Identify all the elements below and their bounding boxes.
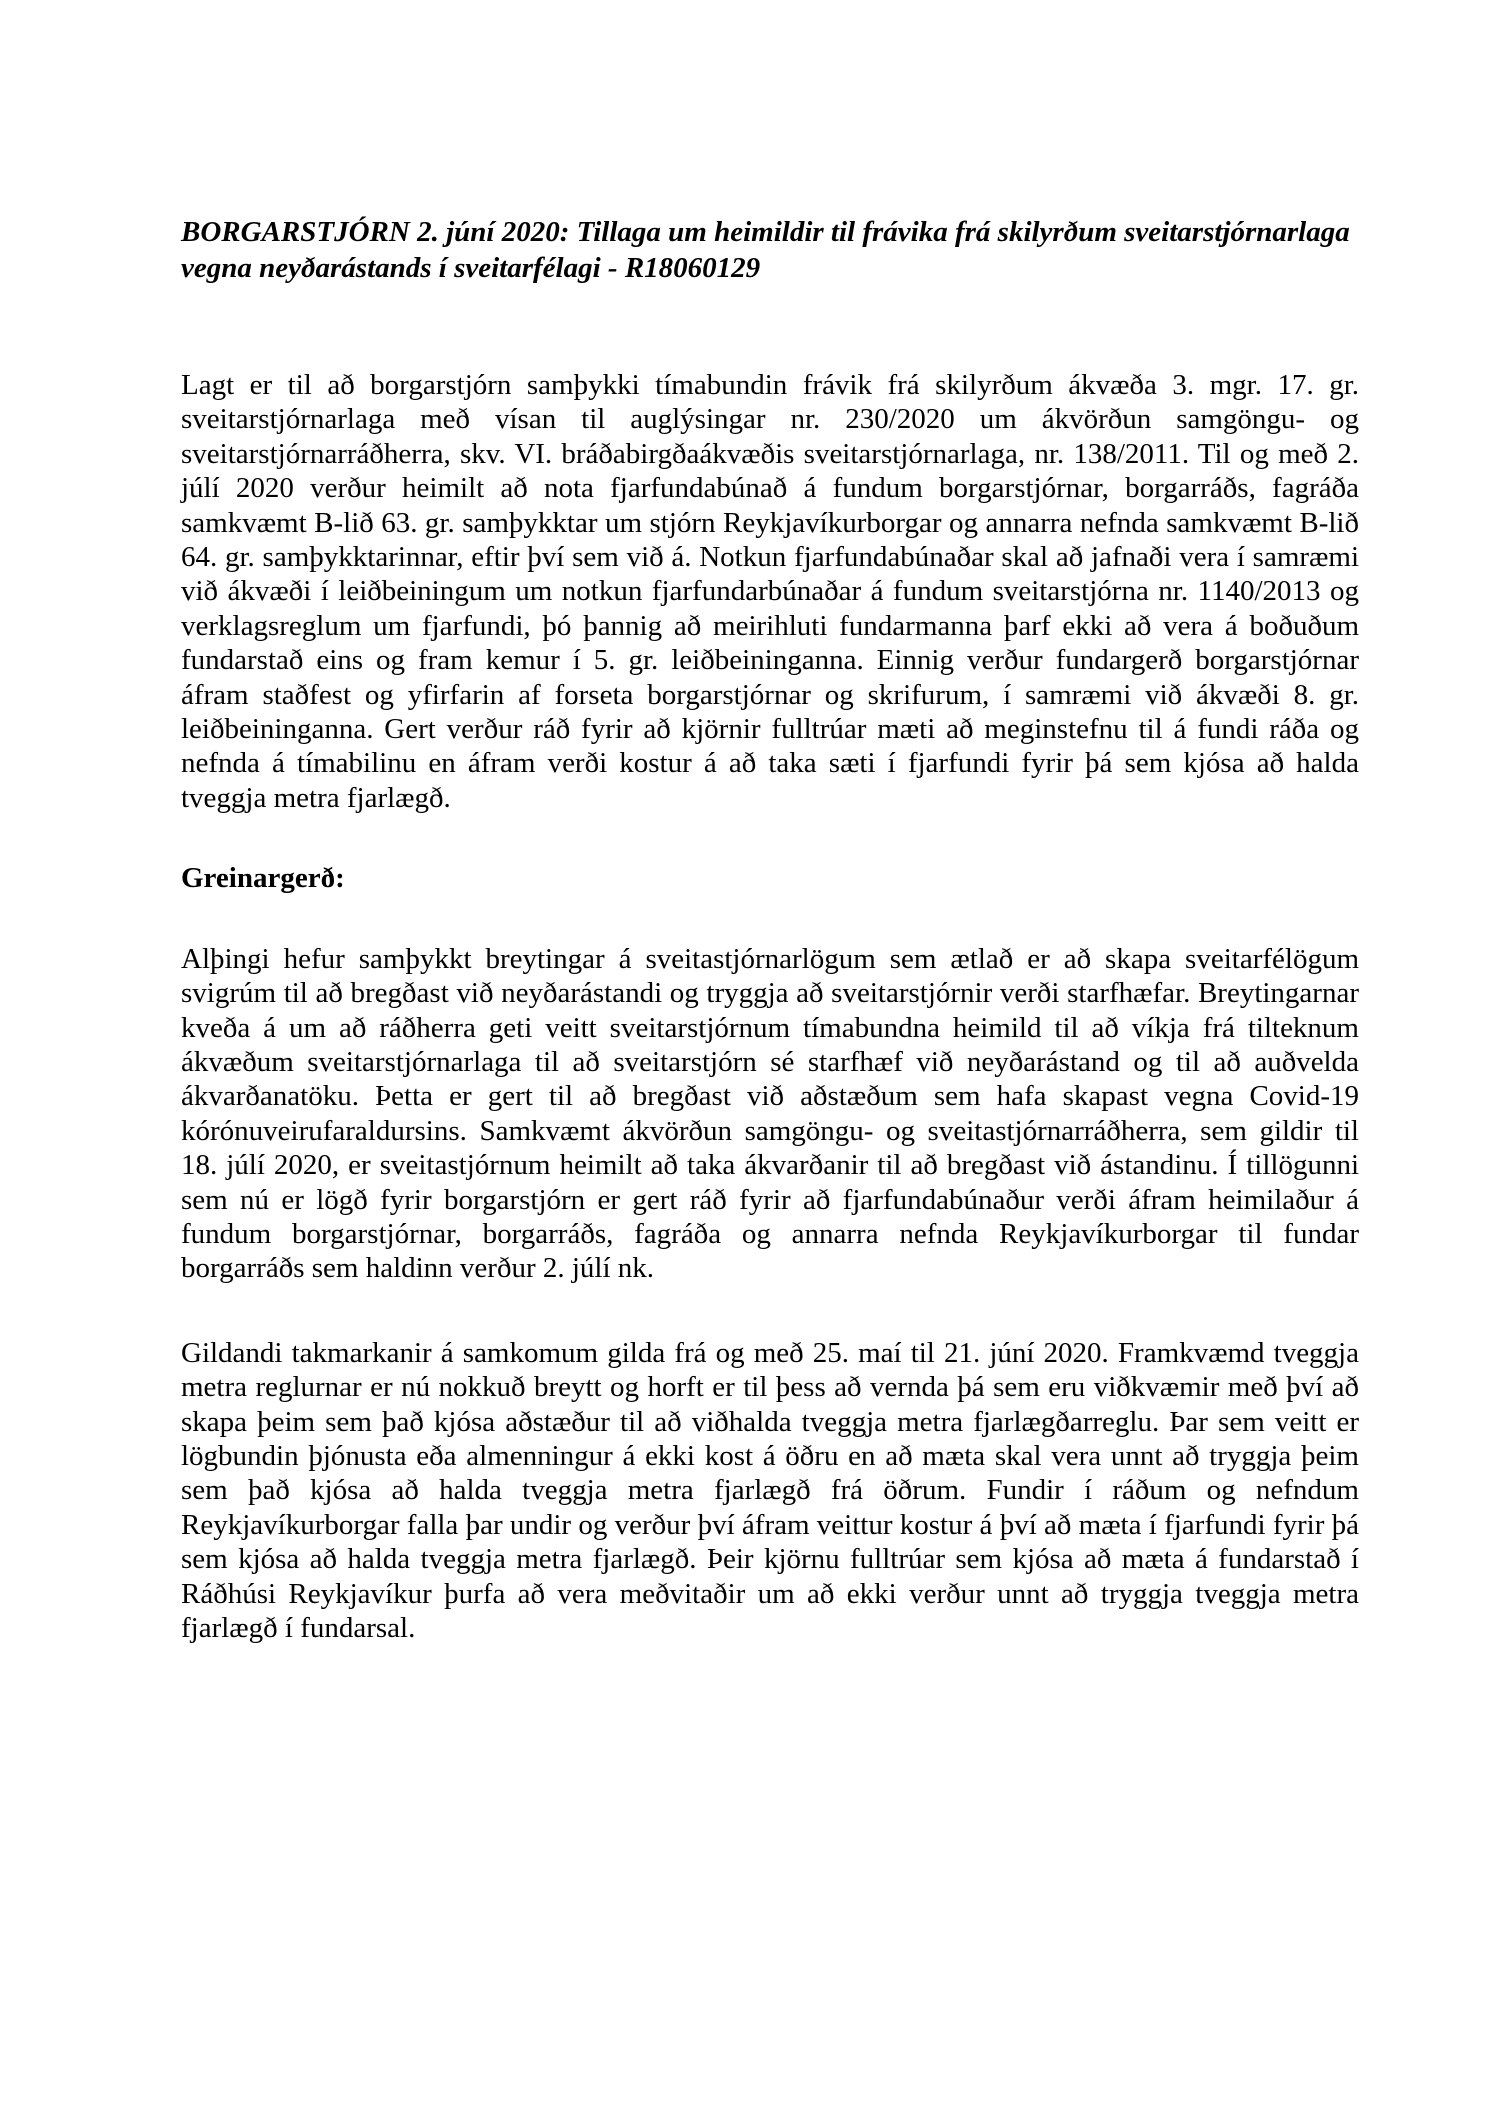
explanation-paragraph-2: Gildandi takmarkanir á samkomum gilda frá og með 25. maí til 21. júní 2020. Framkvæmd tveggja metra reglurnar er nú nokkuð breytt og horft er til þess að vernda þá sem eru viðkvæmir með því að skapa þeim sem það kjósa aðstæður til að viðhalda tveggja metra fjarlægðarreglu. Þar sem veitt er lögbundin þjónusta eða almenningur á ekki kost á öðru en að mæta skal vera unnt að tryggja þeim sem það kjósa að halda tveggja metra fjarlægð frá öðrum. Fundir í ráðum og nefndum Reykjavíkurborgar falla þar undir og verður því áfram veittur kostur á því að mæta í fjarfundi fyrir þá sem kjósa að halda tveggja metra fjarlægð. Þeir kjörnu fulltrúar sem kjósa að mæta á fundarstað í Ráðhúsi Reykjavíkur þurfa að vera meðvitaðir um að ekki verður unnt að tryggja tveggja metra fjarlægð í fundarsal. [181, 1336, 1359, 1644]
explanation-paragraph-1: Alþingi hefur samþykkt breytingar á sveitastjórnarlögum sem ætlað er að skapa sveitarfélögum svigrúm til að bregðast við neyðarástandi og tryggja að sveitarstjórnir verði starfhæfar. Breytingarnar kveða á um að ráðherra geti veitt sveitarstjórnum tímabundna heimild til að víkja frá tilteknum ákvæðum sveitarstjórnarlaga til að sveitarstjórn sé starfhæf við neyðarástand og til að auðvelda ákvarðanatöku. Þetta er gert til að bregðast við aðstæðum sem hafa skapast vegna Covid-19 kórónuveirufaraldursins. Samkvæmt ákvörðun samgöngu- og sveitastjórnarráðherra, sem gildir til 18. júlí 2020, er sveitastjórnum heimilt að taka ákvarðanir til að bregðast við ástandinu. Í tillögunni sem nú er lögð fyrir borgarstjórn er gert ráð fyrir að fjarfundabúnaður verði áfram heimilaður á fundum borgarstjórnar, borgarráðs, fagráða og annarra nefnda Reykjavíkurborgar til fundar borgarráðs sem haldinn verður 2. júlí nk. [181, 942, 1359, 1285]
document-title: BORGARSTJÓRN 2. júní 2020: Tillaga um heimildir til frávika frá skilyrðum sveitarstjórnarlaga vegna neyðarástands í sveitarfélagi - R18060129 [181, 216, 1350, 284]
document-body [181, 214, 1359, 1645]
section-heading: Greinargerð: [181, 862, 345, 895]
proposal-paragraph: Lagt er til að borgarstjórn samþykki tímabundin frávik frá skilyrðum ákvæða 3. mgr. 17. gr. sveitarstjórnarlaga með vísan til auglýsingar nr. 230/2020 um ákvörðun samgöngu- og sveitarstjórnarráðherra, skv. VI. bráðabirgðaákvæðis sveitarstjórnarlaga, nr. 138/2011. Til og með 2. júlí 2020 verður heimilt að nota fjarfundabúnað á fundum borgarstjórnar, borgarráðs, fagráða samkvæmt B-lið 63. gr. samþykktar um stjórn Reykjavíkurborgar og annarra nefnda samkvæmt B-lið 64. gr. samþykktarinnar, eftir því sem við á. Notkun fjarfundabúnaðar skal að jafnaði vera í samræmi við ákvæði í leiðbeiningum um notkun fjarfundarbúnaðar á fundum sveitarstjórna nr. 1140/2013 og verklagsreglum um fjarfundi, þó þannig að meirihluti fundarmanna þarf ekki að vera á boðuðum fundarstað eins og fram kemur í 5. gr. leiðbeininganna. Einnig verður fundargerð borgarstjórnar áfram staðfest og yfirfarin af forseta borgarstjórnar og skrifurum, í samræmi við ákvæði 8. gr. leiðbeininganna. Gert verður ráð fyrir að kjörnir fulltrúar mæti að meginstefnu til á fundi ráða og nefnda á tímabilinu en áfram verði kostur á að taka sæti í fjarfundi fyrir þá sem kjósa að halda tveggja metra fjarlægð. [181, 369, 1359, 814]
